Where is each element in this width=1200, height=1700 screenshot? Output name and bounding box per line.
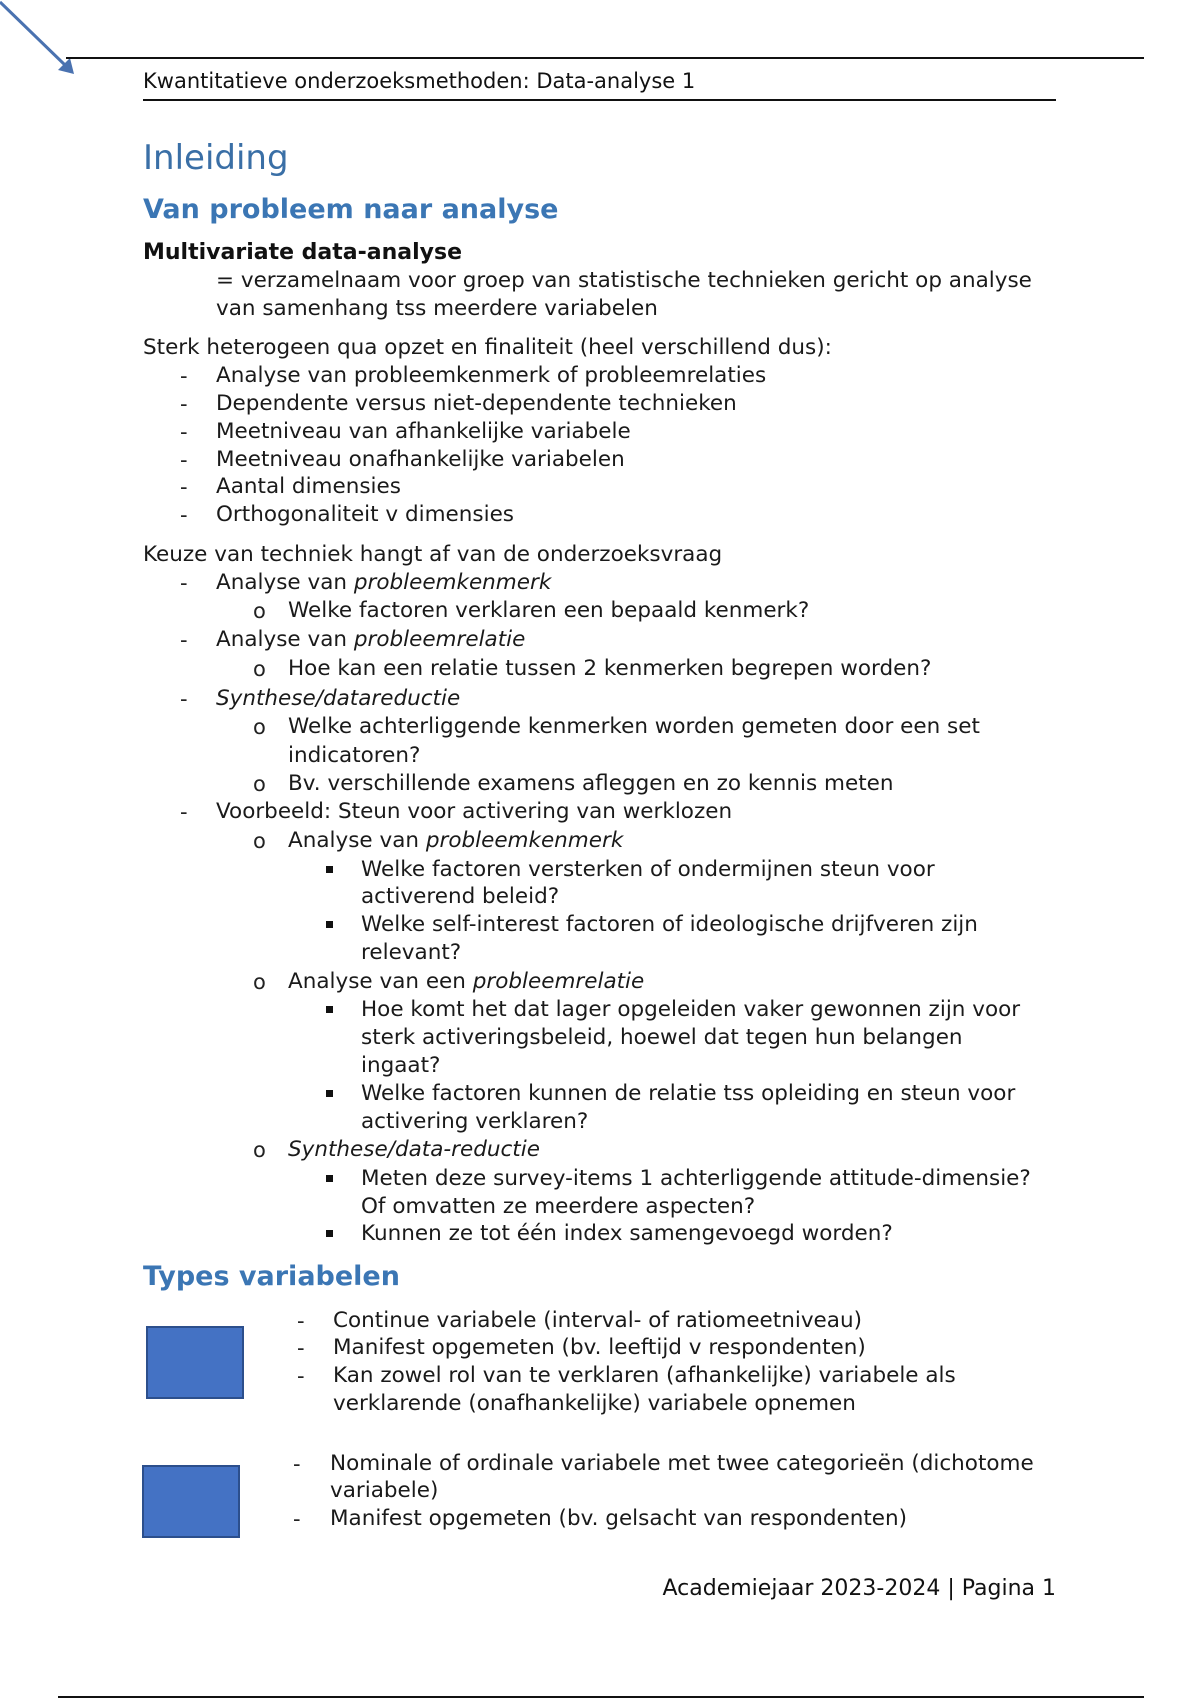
list-item: Welke achterliggende kenmerken worden gemeten door een set <box>288 714 980 739</box>
list-item: Voorbeeld: Steun voor activering van werklozen <box>216 799 733 824</box>
dash-bullet: - <box>297 1336 305 1360</box>
list-item: Analyse van probleemrelatie <box>216 627 526 652</box>
square-bullet <box>326 866 333 873</box>
circle-bullet: o <box>253 772 266 796</box>
square-bullet <box>326 1090 333 1097</box>
corner-arrow-icon <box>0 0 80 80</box>
list-item: Dependente versus niet-dependente technieken <box>216 391 737 416</box>
list-item: variabele) <box>330 1478 439 1503</box>
list-item: activering verklaren? <box>361 1109 589 1134</box>
continuous-variable-box <box>146 1326 244 1399</box>
dash-bullet: - <box>180 628 188 652</box>
list-item: Manifest opgemeten (bv. leeftijd v respondenten) <box>333 1335 866 1360</box>
section-title-probleem-analyse: Van probleem naar analyse <box>143 194 559 225</box>
list-item: Analyse van een probleemrelatie <box>288 969 645 994</box>
square-bullet <box>326 921 333 928</box>
paragraph-keuze: Keuze van techniek hangt af van de onderzoeksvraag <box>143 542 723 567</box>
dash-bullet: - <box>180 475 188 499</box>
list-item: indicatoren? <box>288 743 421 768</box>
subheading-multivariate: Multivariate data-analyse <box>143 240 463 265</box>
circle-bullet: o <box>253 715 266 739</box>
page-footer: Academiejaar 2023-2024 | Pagina 1 <box>662 1576 1056 1601</box>
dash-bullet: - <box>293 1507 301 1531</box>
circle-bullet: o <box>253 829 266 853</box>
document-header: Kwantitatieve onderzoeksmethoden: Data-analyse 1 <box>143 69 696 93</box>
bottom-rule <box>58 1696 1144 1698</box>
list-item: Welke self-interest factoren of ideologische drijfveren zijn <box>361 912 978 937</box>
square-bullet <box>326 1175 333 1182</box>
list-item: Aantal dimensies <box>216 474 401 499</box>
list-item: Meetniveau onafhankelijke variabelen <box>216 447 625 472</box>
list-item: Continue variabele (interval- of ratiomeetniveau) <box>333 1308 862 1333</box>
list-item: Orthogonaliteit v dimensies <box>216 502 514 527</box>
dash-bullet: - <box>180 503 188 527</box>
list-item: Analyse van probleemkenmerk of probleemrelaties <box>216 363 767 388</box>
list-item: Hoe kan een relatie tussen 2 kenmerken begrepen worden? <box>288 656 932 681</box>
list-item: Meetniveau van afhankelijke variabele <box>216 419 631 444</box>
dash-bullet: - <box>180 448 188 472</box>
list-item: Bv. verschillende examens afleggen en zo kennis meten <box>288 771 894 796</box>
list-item: ingaat? <box>361 1053 441 1078</box>
paragraph-heterogeen: Sterk heterogeen qua opzet en finaliteit (heel verschillend dus): <box>143 335 832 360</box>
dash-bullet: - <box>180 420 188 444</box>
list-item: Nominale of ordinale variabele met twee categorieën (dichotome <box>330 1451 1034 1476</box>
heading-inleiding: Inleiding <box>143 138 289 178</box>
top-rule <box>66 57 1144 59</box>
list-item: sterk activeringsbeleid, hoewel dat tegen hun belangen <box>361 1025 963 1050</box>
section-title-types-variabelen: Types variabelen <box>143 1261 400 1292</box>
dash-bullet: - <box>297 1309 305 1333</box>
list-item: Manifest opgemeten (bv. gelsacht van respondenten) <box>330 1506 908 1531</box>
list-item: Analyse van probleemkenmerk <box>216 570 552 595</box>
square-bullet <box>326 1230 333 1237</box>
list-item: Synthese/data-reductie <box>288 1137 540 1162</box>
dash-bullet: - <box>297 1364 305 1388</box>
circle-bullet: o <box>253 657 266 681</box>
circle-bullet: o <box>253 970 266 994</box>
list-item: Welke factoren verklaren een bepaald kenmerk? <box>288 598 810 623</box>
square-bullet <box>326 1006 333 1013</box>
list-item: Welke factoren kunnen de relatie tss opleiding en steun voor <box>361 1081 1016 1106</box>
dash-bullet: - <box>180 571 188 595</box>
list-item: Hoe komt het dat lager opgeleiden vaker gewonnen zijn voor <box>361 997 1021 1022</box>
dash-bullet: - <box>180 392 188 416</box>
list-item: Kunnen ze tot één index samengevoegd worden? <box>361 1221 893 1246</box>
list-item: Analyse van probleemkenmerk <box>288 828 624 853</box>
definition-line: = verzamelnaam voor groep van statistische technieken gericht op analyse <box>216 268 1032 293</box>
definition-line: van samenhang tss meerdere variabelen <box>216 296 658 321</box>
dash-bullet: - <box>180 364 188 388</box>
list-item: relevant? <box>361 940 462 965</box>
list-item: Kan zowel rol van te verklaren (afhankelijke) variabele als <box>333 1363 956 1388</box>
dash-bullet: - <box>180 800 188 824</box>
list-item: Meten deze survey-items 1 achterliggende attitude-dimensie? <box>361 1166 1031 1191</box>
list-item: Welke factoren versterken of ondermijnen steun voor <box>361 857 935 882</box>
dash-bullet: - <box>180 687 188 711</box>
dichotomous-variable-box <box>142 1465 240 1538</box>
list-item: Of omvatten ze meerdere aspecten? <box>361 1194 756 1219</box>
list-item: verklarende (onafhankelijke) variabele opnemen <box>333 1391 856 1416</box>
list-item: Synthese/datareductie <box>216 686 461 711</box>
list-item: activerend beleid? <box>361 884 560 909</box>
circle-bullet: o <box>253 599 266 623</box>
circle-bullet: o <box>253 1138 266 1162</box>
header-rule <box>143 99 1056 101</box>
dash-bullet: - <box>293 1452 301 1476</box>
